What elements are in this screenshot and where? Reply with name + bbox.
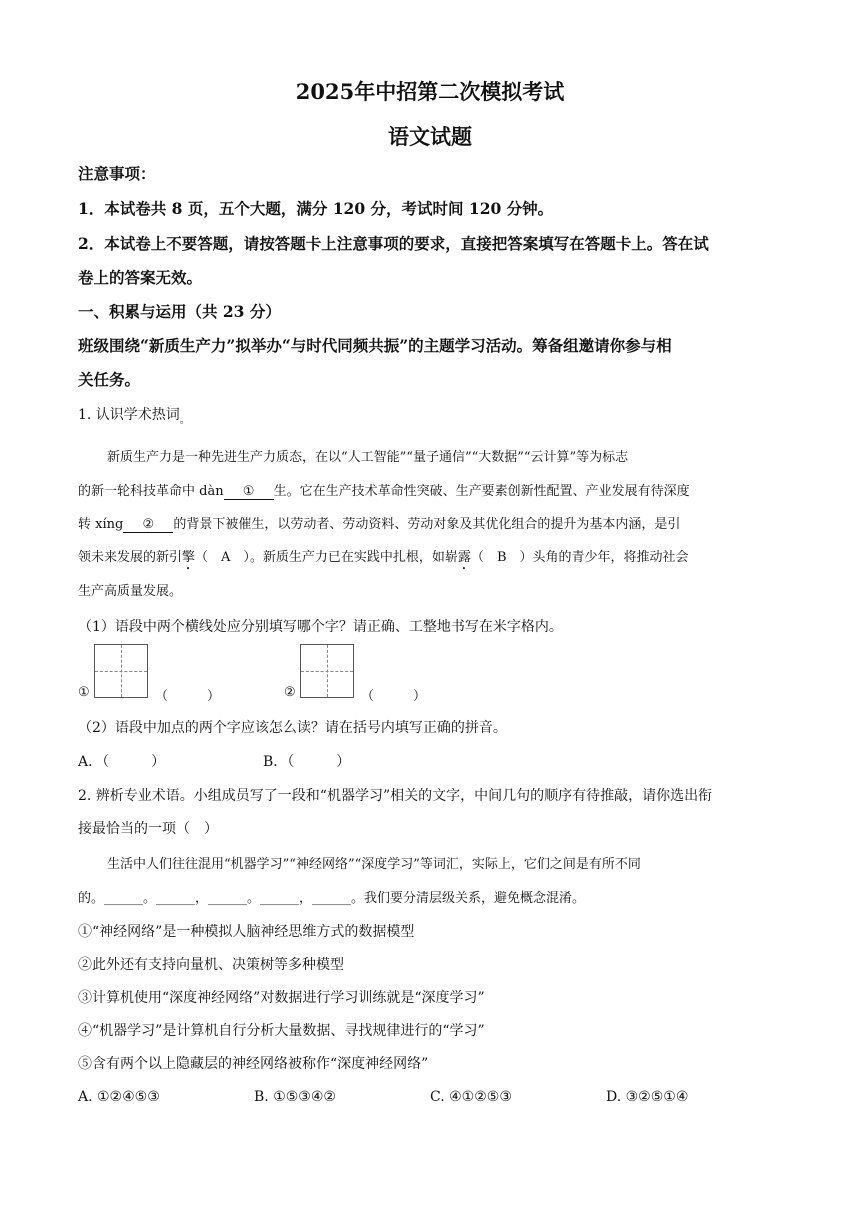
q1-sub-1: （1）语段中两个横线处应分别填写哪个字？请正确、工整地书写在米字格内。 [78, 619, 563, 635]
writing-grid-2[interactable] [300, 644, 354, 698]
sentence-3: ③计算机使用“深度神经网络”对数据进行学习训练就是“深度学习” [78, 990, 485, 1006]
q1-label-suffix: 。 [179, 414, 190, 426]
option-a[interactable]: A. ①②④⑤③ [78, 1089, 160, 1105]
notice-heading: 注意事项： [78, 164, 156, 183]
q1-sub-2: （2）语段中加点的两个字应该怎么读？请在括号内填写正确的拼音。 [78, 720, 507, 736]
sentence-2: ②此外还有支持向量机、决策树等多种模型 [78, 957, 344, 973]
sentence-1: ①“神经网络”是一种模拟人脑神经思维方式的数据模型 [78, 924, 415, 940]
q1-para-line-4 [78, 546, 689, 573]
q2-line-1: 2. 辨析专业术语。小组成员写了一段和“机器学习”相关的文字，中间几句的顺序有待推敲，请你选出衔 [78, 788, 713, 804]
box1-label: ① [78, 685, 90, 700]
blank-2[interactable]: ② [123, 517, 173, 533]
q2-para-line-2: 的。______。______，______。______，______。我们要分清层级关系，避免概念混淆。 [78, 891, 586, 906]
box2-label: ② [284, 685, 296, 700]
q1-para-line-3-post: 的背景下被催生，以劳动者、劳动资料、劳动对象及其优化组合的提升为基本内涵，是引 [173, 517, 681, 532]
option-c[interactable]: C. ④①②⑤③ [430, 1089, 512, 1105]
section-intro-cont: 关任务。 [78, 370, 141, 389]
q1-para-line-1: 新质生产力是一种先进生产力质态，在以“人工智能”“量子通信”“大数据”“云计算”等为标志 [107, 450, 629, 465]
notice-item-2: 2．本试卷上不要答题，请按答题卡上注意事项的要求，直接把答案填写在答题卡上。答在试 [78, 234, 709, 253]
notice-item-2-cont: 卷上的答案无效。 [78, 268, 203, 287]
option-b[interactable]: B. ①⑤③④② [254, 1089, 336, 1105]
blank-1[interactable]: ① [224, 484, 274, 500]
q1-para-line-2 [78, 480, 690, 500]
q1-para-line-4-mid2: （ B ）头角的青少年，将推动社会 [470, 550, 689, 565]
box1-paren[interactable]: （ ） [155, 689, 221, 704]
sentence-5: ⑤含有两个以上隐藏层的神经网络被称作“深度神经网络” [78, 1056, 429, 1072]
q1-label [78, 404, 190, 426]
q1-para-line-2-pre: 的新一轮科技革命中 dàn [78, 484, 224, 499]
q1-para-line-4-pre: 领未来发展的新引 [78, 550, 183, 565]
exam-subtitle: 语文试题 [388, 124, 472, 149]
q1-para-line-4-mid1: （ A ）。新质生产力已在实践中扎根，如崭 [195, 550, 458, 565]
q1-para-line-3 [78, 513, 680, 533]
q2-para-line-1: 生活中人们往往混用“机器学习”“神经网络”“深度学习”等词汇，实际上，它们之间是有所不同 [107, 857, 641, 872]
exam-title: 2025年中招第二次模拟考试 [295, 79, 565, 104]
section-intro: 班级围绕“新质生产力”拟举办“与时代同频共振”的主题学习活动。筹备组邀请你参与相 [78, 336, 672, 355]
writing-grid-1[interactable] [94, 644, 148, 698]
q2-line-2: 接最恰当的一项（ ） [78, 821, 218, 837]
notice-item-1: 1．本试卷共 8 页，五个大题，满分 120 分，考试时间 120 分钟。 [78, 199, 554, 218]
section-heading: 一、积累与运用（共 23 分） [78, 302, 281, 321]
option-d[interactable]: D. ③②⑤①④ [606, 1089, 689, 1105]
answer-b[interactable]: B．（ ） [263, 754, 351, 770]
box2-paren[interactable]: （ ） [361, 689, 427, 704]
sentence-4: ④“机器学习”是计算机自行分析大量数据、寻找规律进行的“学习” [78, 1023, 485, 1039]
dotted-char-b: 露 [457, 550, 471, 565]
q1-label-text: 1. 认识学术热词 [78, 407, 180, 423]
q1-para-line-3-pre: 转 xíng [78, 517, 124, 532]
q1-para-line-5: 生产高质量发展。 [78, 584, 183, 599]
dotted-char-a: 擎 [182, 550, 196, 565]
answer-a[interactable]: A．（ ） [78, 754, 166, 770]
q1-para-line-2-post: 生。它在生产技术革命性突破、生产要素创新性配置、产业发展有待深度 [273, 484, 690, 499]
